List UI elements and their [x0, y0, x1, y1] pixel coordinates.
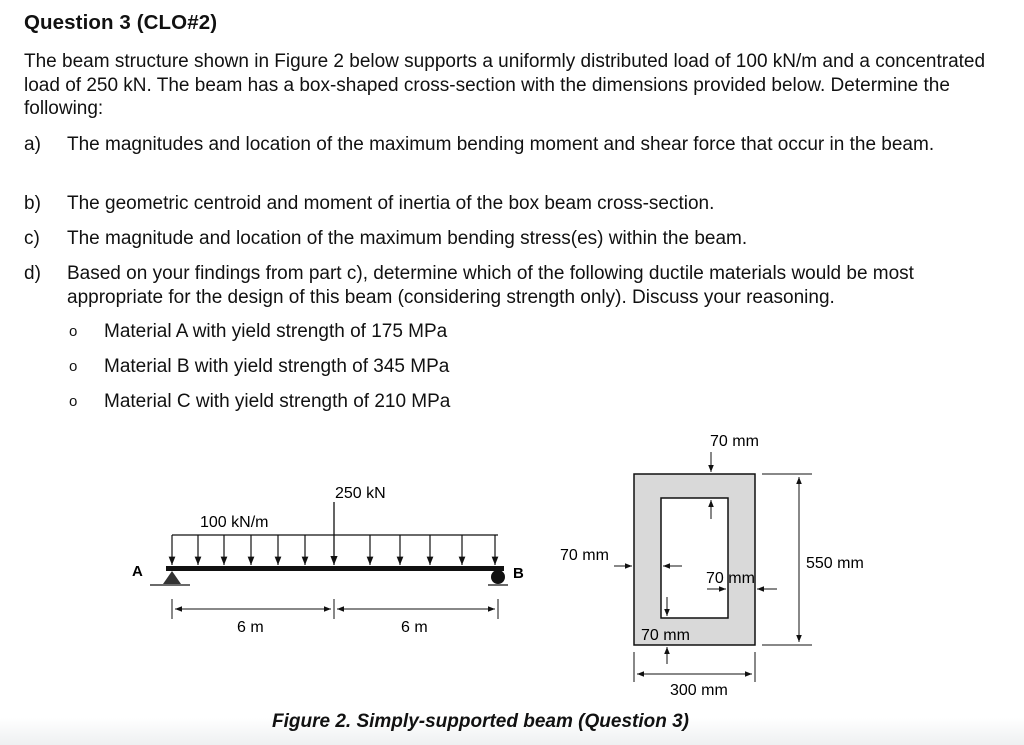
width-label: 300 mm	[670, 682, 728, 699]
figure-caption: Figure 2. Simply-supported beam (Question 3)	[272, 711, 689, 732]
bottom-flange-thickness-label: 70 mm	[641, 627, 690, 644]
point-load-label: 250 kN	[335, 485, 386, 502]
part-b-text: The geometric centroid and moment of inertia of the box beam cross-section.	[67, 193, 715, 214]
question-intro: The beam structure shown in Figure 2 below supports a uniformly distributed load of 100 kN/m and a concentrated load of 250 kN. The beam has a box-shaped cross-section with the dimensions provided below. Determine the following:	[24, 51, 986, 119]
distributed-load-label: 100 kN/m	[200, 514, 269, 531]
bullet-marker: o	[69, 393, 78, 410]
box-cross-section	[560, 433, 864, 699]
span-right-label: 6 m	[401, 619, 428, 636]
span-dimension	[172, 599, 498, 619]
material-a-text: Material A with yield strength of 175 MPa	[104, 321, 448, 342]
span-left-label: 6 m	[237, 619, 264, 636]
part-a-label: a)	[24, 134, 41, 155]
part-c-label: c)	[24, 228, 40, 249]
part-c-text: The magnitude and location of the maximum bending stress(es) within the beam.	[67, 228, 748, 249]
beam-diagram	[132, 485, 524, 636]
material-c-text: Material C with yield strength of 210 MPa	[104, 391, 451, 412]
material-b-text: Material B with yield strength of 345 MPa	[104, 356, 450, 377]
part-a-text: The magnitudes and location of the maximum bending moment and shear force that occur in the beam.	[67, 134, 935, 155]
part-d-label: d)	[24, 263, 41, 284]
support-b-label: B	[513, 565, 524, 582]
roller-support-icon	[491, 570, 505, 584]
bullet-marker: o	[69, 323, 78, 340]
right-web-thickness-label: 70 mm	[706, 570, 755, 587]
support-a-label: A	[132, 563, 143, 580]
pin-support-icon	[163, 571, 181, 584]
beam	[166, 566, 504, 571]
part-d-text: Based on your findings from part c), determine which of the following ductile materials would be most appropriate for the design of this beam (considering strength only). Discuss your reasoning.	[67, 263, 914, 308]
top-flange-thickness-label: 70 mm	[710, 433, 759, 450]
box-section-shape	[634, 474, 755, 645]
left-web-thickness-label: 70 mm	[560, 547, 609, 564]
height-label: 550 mm	[806, 555, 864, 572]
bullet-marker: o	[69, 358, 78, 375]
question-title: Question 3 (CLO#2)	[24, 11, 218, 34]
part-b-label: b)	[24, 193, 41, 214]
